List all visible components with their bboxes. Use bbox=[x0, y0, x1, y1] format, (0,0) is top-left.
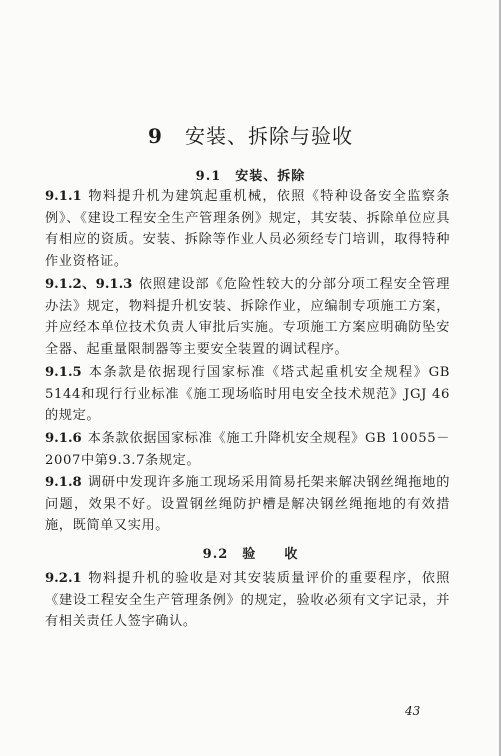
clause-text: 物料提升机的验收是对其安装质量评价的重要程序，依照《建设工程安全生产管理条例》的规定，验收必须有文字记录，并有相关责任人签字确认。 bbox=[45, 571, 450, 629]
clause-text: 调研中发现许多施工现场采用简易托架来解决钢丝绳拖地的问题，效果不好。设置钢丝绳防护槽是解决钢丝绳拖地的有效措施，既简单又实用。 bbox=[45, 475, 450, 533]
section-title-text: 安装、拆除 bbox=[235, 169, 306, 184]
chapter-title bbox=[0, 120, 501, 149]
clause-9-2-1 bbox=[45, 568, 450, 633]
section-number: 9.2 bbox=[202, 547, 229, 562]
clause-id: 9.2.1 bbox=[45, 571, 82, 586]
clause-id: 9.1.1 bbox=[45, 189, 82, 204]
page-number: 43 bbox=[405, 704, 421, 718]
section-title-9-2 bbox=[0, 543, 501, 562]
clause-id: 9.1.2、9.1.3 bbox=[45, 277, 133, 292]
section-title-text-part1: 验 bbox=[242, 547, 257, 562]
chapter-title-text: 安装、拆除与验收 bbox=[184, 124, 353, 148]
clause-id: 9.1.8 bbox=[45, 475, 82, 490]
clause-9-1-5 bbox=[45, 362, 450, 427]
section-title-9-1 bbox=[0, 165, 501, 184]
clause-9-1-8 bbox=[45, 472, 450, 537]
clause-id: 9.1.5 bbox=[45, 365, 82, 380]
clause-text: 本条款依据国家标准《施工升降机安全规程》GB 10055－2007中第9.3.7条规定。 bbox=[45, 431, 450, 468]
section-number: 9.1 bbox=[195, 169, 222, 184]
clause-text: 本条款是依据现行国家标准《塔式起重机安全规程》GB 5144和现行行业标准《施工现场临时用电安全技术规范》JGJ 46的规定。 bbox=[45, 365, 450, 423]
clause-9-1-2 bbox=[45, 274, 450, 360]
clause-text: 依照建设部《危险性较大的分部分项工程安全管理办法》规定，物料提升机安装、拆除作业，应编制专项施工方案，并应经本单位技术负责人审批后实施。专项施工方案应明确防坠安全器、起重量限制器等主要安全装置的调试程序。 bbox=[45, 277, 451, 357]
section-title-text-part2: 收 bbox=[284, 547, 299, 562]
clause-text: 物料提升机为建筑起重机械，依照《特种设备安全监察条例》、《建设工程安全生产管理条例》规定，其安装、拆除单位应具有相应的资质。安装、拆除等作业人员必须经专门培训，取得特种作业资格证。 bbox=[45, 189, 450, 269]
clause-id: 9.1.6 bbox=[45, 431, 82, 446]
clause-9-1-1 bbox=[45, 186, 450, 272]
chapter-number: 9 bbox=[148, 124, 163, 148]
clause-9-1-6 bbox=[45, 428, 450, 471]
